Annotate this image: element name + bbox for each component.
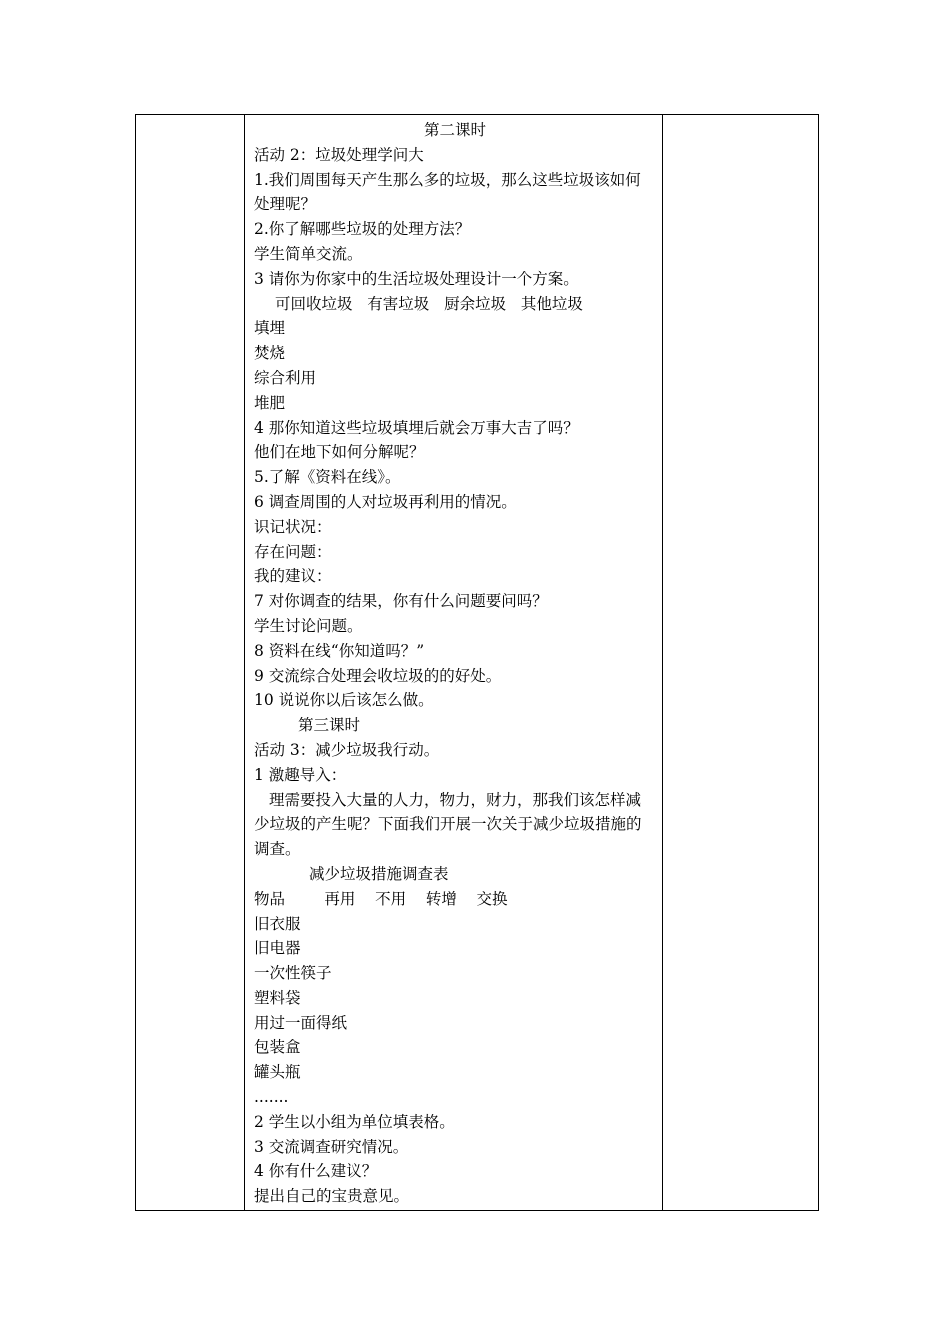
lesson-plan-table — [135, 114, 819, 1211]
lesson-content — [245, 115, 662, 1209]
survey-item: 包装盒 — [254, 1038, 301, 1057]
lesson3-activity: 活动 3：减少垃圾我行动。 — [254, 740, 440, 759]
method-item: 焚烧 — [254, 344, 286, 363]
lesson2-question-8: 8 资料在线“你知道吗？” — [254, 641, 425, 660]
survey-field: 我的建议： — [254, 567, 332, 586]
main-content-cell — [245, 115, 663, 1211]
lesson2-activity: 活动 2：垃圾处理学问大 — [254, 145, 424, 164]
method-item: 填埋 — [254, 319, 286, 338]
survey-item: 旧衣服 — [254, 914, 301, 933]
lesson3-step-4: 4 你有什么建议？ — [254, 1162, 378, 1181]
lesson2-question-7: 7 对你调查的结果，你有什么问题要问吗？ — [254, 592, 548, 611]
method-item: 综合利用 — [254, 368, 317, 387]
survey-item: ....... — [254, 1088, 289, 1107]
survey-item: 塑料袋 — [254, 988, 301, 1007]
survey-field: 存在问题： — [254, 542, 332, 561]
survey-item: 一次性筷子 — [254, 964, 332, 983]
lesson3-step-5: 提出自己的宝贵意见。 — [254, 1187, 410, 1206]
right-column-cell — [663, 115, 819, 1211]
method-item: 堆肥 — [254, 393, 286, 412]
garbage-categories-row: 可回收垃圾 有害垃圾 厨余垃圾 其他垃圾 — [275, 294, 583, 313]
lesson2-question-9: 9 交流综合处理会收垃圾的的好处。 — [254, 666, 502, 685]
lesson3-step-2: 2 学生以小组为单位填表格。 — [254, 1112, 455, 1131]
lesson2-question-4b: 他们在地下如何分解呢？ — [254, 443, 425, 462]
lesson2-question-4a: 4 那你知道这些垃圾填埋后就会万事大吉了吗？ — [254, 418, 579, 437]
lesson2-question-3: 3 请你为你家中的生活垃圾处理设计一个方案。 — [254, 269, 579, 288]
survey-item: 旧电器 — [254, 939, 301, 958]
survey-field: 识记状况： — [254, 517, 332, 536]
lesson3-intro-text: 理需要投入大量的人力，物力，财力，那我们该怎样减少垃圾的产生呢？下面我们开展一次关于减少垃圾措施的调查。 — [254, 790, 642, 859]
left-column-cell — [136, 115, 245, 1211]
lesson2-question-2: 2.你了解哪些垃圾的处理方法？ — [254, 220, 471, 239]
lesson3-step-3: 3 交流调查研究情况。 — [254, 1137, 409, 1156]
survey-table-header: 物品 再用 不用 转增 交换 — [254, 889, 508, 908]
lesson2-question-6: 6 调查周围的人对垃圾再利用的情况。 — [254, 492, 517, 511]
lesson2-question-10: 10 说说你以后该怎么做。 — [254, 691, 434, 710]
lesson3-heading: 第三课时 — [298, 716, 361, 735]
survey-item: 用过一面得纸 — [254, 1013, 348, 1032]
survey-item: 罐头瓶 — [254, 1063, 301, 1082]
lesson2-exchange: 学生简单交流。 — [254, 244, 363, 263]
lesson2-heading: 第二课时 — [423, 121, 486, 139]
lesson2-question-5: 5.了解《资料在线》。 — [254, 468, 401, 487]
table-row — [136, 115, 819, 1211]
lesson3-intro: 1 激趣导入： — [254, 765, 347, 784]
lesson2-discuss: 学生讨论问题。 — [254, 616, 363, 635]
lesson2-question-1: 1.我们周围每天产生那么多的垃圾，那么这些垃圾该如何处理呢？ — [254, 170, 641, 214]
survey-table-title: 减少垃圾措施调查表 — [309, 864, 449, 883]
